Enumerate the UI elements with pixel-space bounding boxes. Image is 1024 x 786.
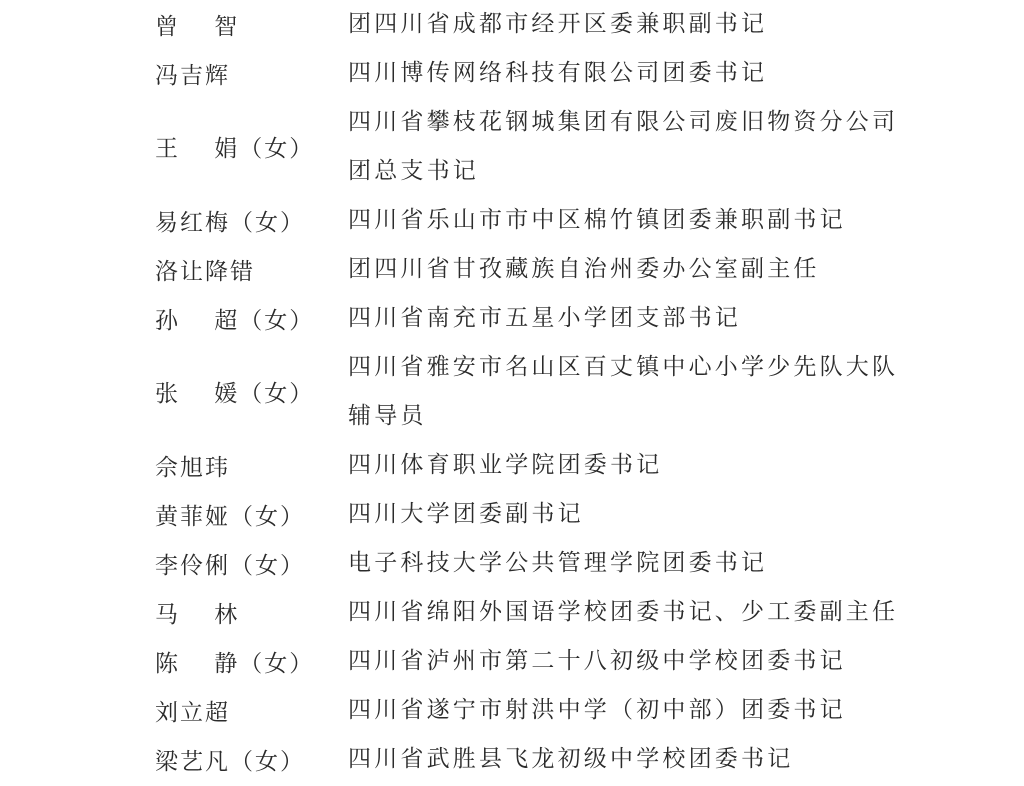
person-name: 曾 智: [155, 14, 240, 40]
person-name: 王 娟（女）: [155, 136, 315, 162]
list-item: [0, 245, 1024, 294]
person-title: 四川大学团委副书记: [348, 501, 584, 527]
person-title: 四川博传网络科技有限公司团委书记: [348, 60, 768, 86]
person-name: 梁艺凡（女）: [155, 749, 305, 775]
person-title: 四川省武胜县飞龙初级中学校团委书记: [348, 746, 794, 772]
person-title: 四川体育职业学院团委书记: [348, 452, 663, 478]
person-name: 孙 超（女）: [155, 308, 315, 334]
person-name: 马 林: [155, 602, 240, 628]
list-item: [0, 0, 1024, 49]
person-name: 易红梅（女）: [155, 210, 305, 236]
person-title: 团四川省甘孜藏族自治州委办公室副主任: [348, 256, 820, 282]
person-name: 张 媛（女）: [155, 381, 315, 407]
person-name: 陈 静（女）: [155, 651, 315, 677]
person-title: 四川省南充市五星小学团支部书记: [348, 305, 741, 331]
list-item: [0, 539, 1024, 588]
list-item: [0, 98, 1024, 196]
person-title: 团四川省成都市经开区委兼职副书记: [348, 11, 768, 37]
list-item: [0, 49, 1024, 98]
person-name: 冯吉辉: [155, 63, 230, 89]
person-title: 四川省泸州市第二十八初级中学校团委书记: [348, 648, 846, 674]
list-item: [0, 637, 1024, 686]
list-item: [0, 196, 1024, 245]
list-item: [0, 686, 1024, 735]
person-title: 四川省绵阳外国语学校团委书记、少工委副主任: [348, 599, 899, 625]
person-title: 四川省雅安市名山区百丈镇中心小学少先队大队辅导员: [348, 354, 899, 429]
person-name: 刘立超: [155, 700, 230, 726]
list-item: [0, 343, 1024, 441]
person-title: 四川省遂宁市射洪中学（初中部）团委书记: [348, 697, 846, 723]
person-title: 四川省攀枝花钢城集团有限公司废旧物资分公司团总支书记: [348, 109, 899, 184]
list-item: [0, 441, 1024, 490]
person-title: 四川省乐山市市中区棉竹镇团委兼职副书记: [348, 207, 846, 233]
person-name: 李伶俐（女）: [155, 553, 305, 579]
list-item: [0, 490, 1024, 539]
list-item: [0, 294, 1024, 343]
list-item: [0, 588, 1024, 637]
person-title: 电子科技大学公共管理学院团委书记: [348, 550, 768, 576]
list-item: [0, 735, 1024, 784]
person-name: 佘旭玮: [155, 455, 230, 481]
person-name: 黄菲娅（女）: [155, 504, 305, 530]
person-name: 洛让降错: [155, 259, 255, 285]
